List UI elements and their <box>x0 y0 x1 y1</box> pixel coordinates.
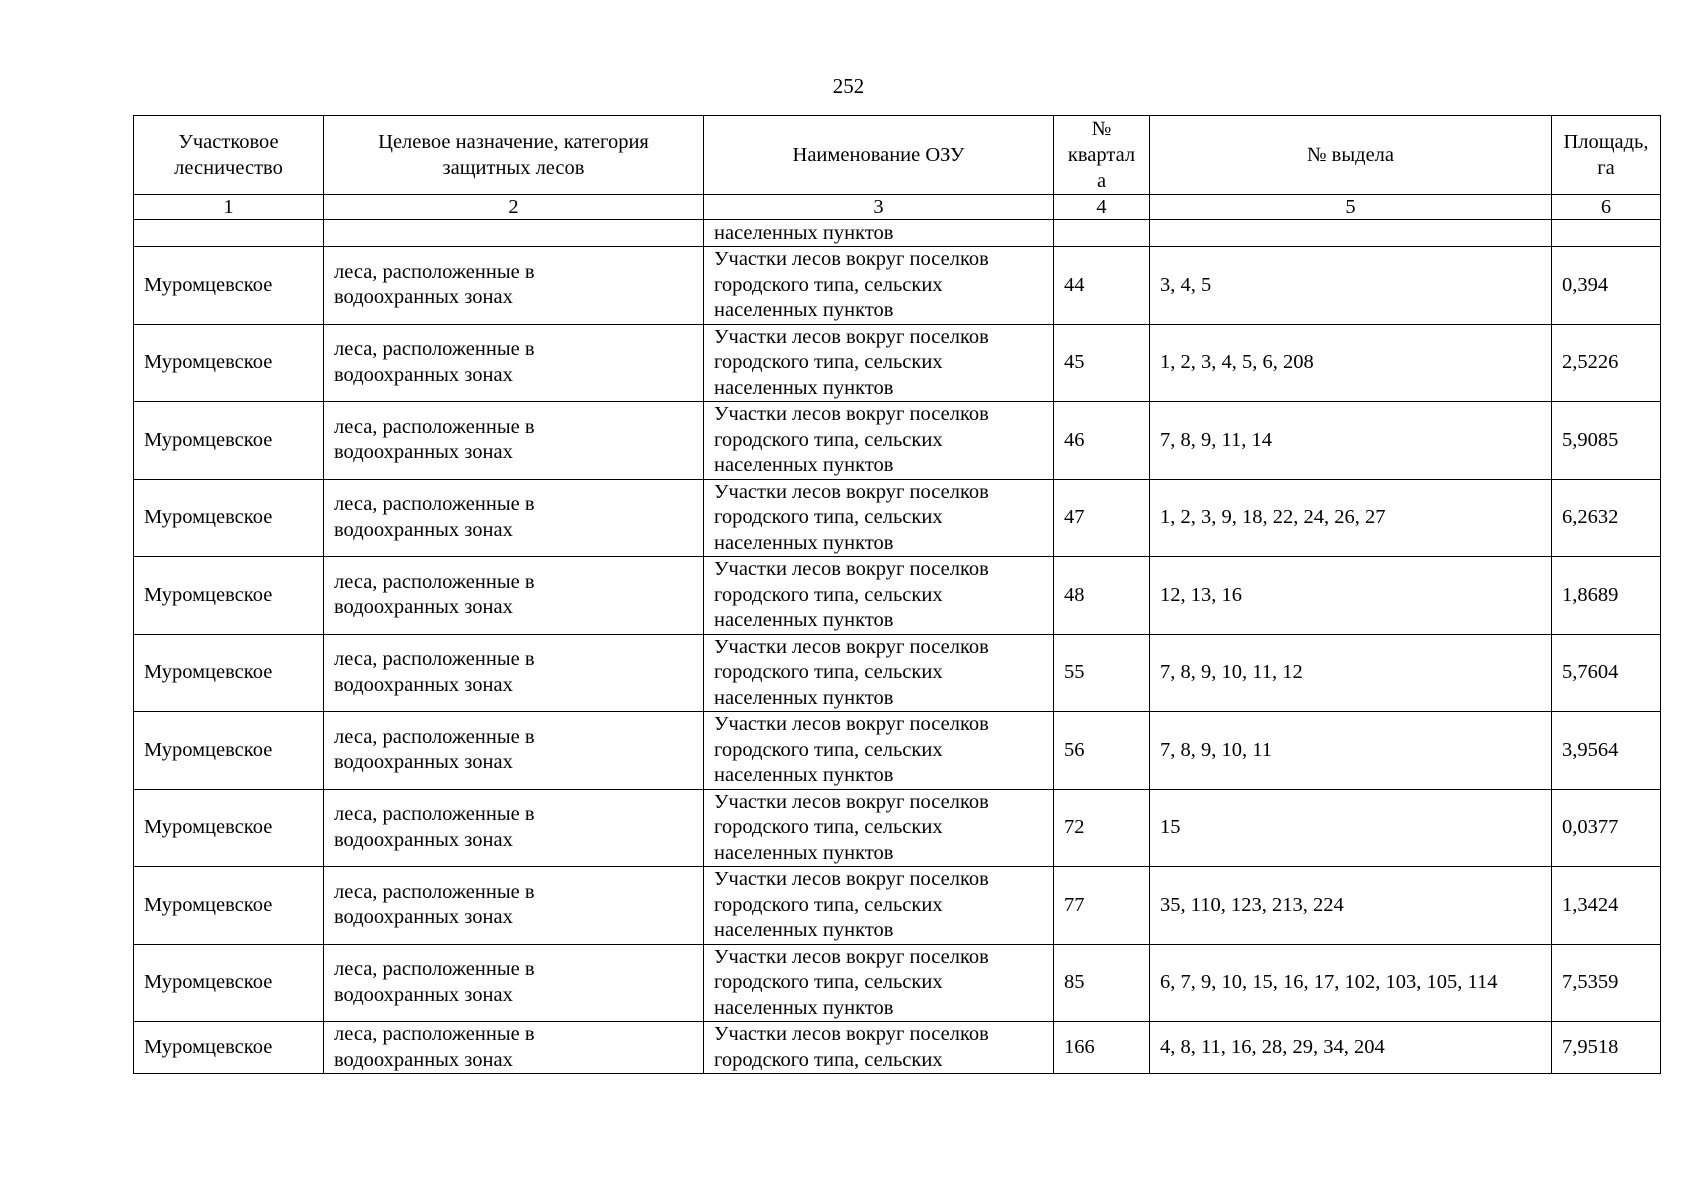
ozu-name-cell: Участки лесов вокруг поселков городского типа, сельских населенных пунктов <box>704 247 1054 325</box>
plots-cell: 4, 8, 11, 16, 28, 29, 34, 204 <box>1150 1022 1552 1074</box>
table-row <box>134 944 1661 1022</box>
forestry-cell: Муромцевское <box>134 789 324 867</box>
area-cell: 6,2632 <box>1552 479 1661 557</box>
ozu-name-cell: Участки лесов вокруг поселков городского типа, сельских населенных пунктов <box>704 324 1054 402</box>
table-row <box>134 324 1661 402</box>
plots-cell: 1, 2, 3, 4, 5, 6, 208 <box>1150 324 1552 402</box>
ozu-name-cell: Участки лесов вокруг поселков городского типа, сельских населенных пунктов <box>704 944 1054 1022</box>
quarter-cell: 46 <box>1054 402 1150 480</box>
area-cell: 7,5359 <box>1552 944 1661 1022</box>
forestry-cell: Муромцевское <box>134 712 324 790</box>
quarter-cell: 55 <box>1054 634 1150 712</box>
table-row <box>134 634 1661 712</box>
table-row <box>134 867 1661 945</box>
area-cell: 3,9564 <box>1552 712 1661 790</box>
area-cell: 0,394 <box>1552 247 1661 325</box>
table-row <box>134 1022 1661 1074</box>
area-cell: 5,7604 <box>1552 634 1661 712</box>
purpose-cell: леса, расположенные в водоохранных зонах <box>324 634 704 712</box>
forestry-cell: Муромцевское <box>134 557 324 635</box>
quarter-cell: 44 <box>1054 247 1150 325</box>
plots-cell: 12, 13, 16 <box>1150 557 1552 635</box>
plots-cell: 7, 8, 9, 11, 14 <box>1150 402 1552 480</box>
header-quarter: № квартал а <box>1054 116 1150 195</box>
header-ozu-name: Наименование ОЗУ <box>704 116 1054 195</box>
purpose-cell: леса, расположенные в водоохранных зонах <box>324 557 704 635</box>
purpose-cell: леса, расположенные в водоохранных зонах <box>324 712 704 790</box>
forestry-cell: Муромцевское <box>134 479 324 557</box>
forestry-cell: Муромцевское <box>134 867 324 945</box>
table-row <box>134 712 1661 790</box>
quarter-cell: 56 <box>1054 712 1150 790</box>
column-number: 2 <box>324 195 704 220</box>
table-row <box>134 402 1661 480</box>
ozu-name-cell: Участки лесов вокруг поселков городского типа, сельских населенных пунктов <box>704 479 1054 557</box>
table-row <box>134 557 1661 635</box>
header-forestry: Участковое лесничество <box>134 116 324 195</box>
purpose-cell: леса, расположенные в водоохранных зонах <box>324 1022 704 1074</box>
header-row <box>134 116 1661 195</box>
column-number-row <box>134 195 1661 220</box>
header-area: Площадь, га <box>1552 116 1661 195</box>
table-row <box>134 247 1661 325</box>
quarter-cell: 85 <box>1054 944 1150 1022</box>
purpose-cell: леса, расположенные в водоохранных зонах <box>324 944 704 1022</box>
column-number: 1 <box>134 195 324 220</box>
purpose-cell: леса, расположенные в водоохранных зонах <box>324 479 704 557</box>
quarter-cell: 47 <box>1054 479 1150 557</box>
purpose-cell: леса, расположенные в водоохранных зонах <box>324 402 704 480</box>
column-number: 6 <box>1552 195 1661 220</box>
column-number: 5 <box>1150 195 1552 220</box>
forestry-cell: Муромцевское <box>134 247 324 325</box>
column-number: 4 <box>1054 195 1150 220</box>
forestry-cell: Муромцевское <box>134 944 324 1022</box>
area-cell: 2,5226 <box>1552 324 1661 402</box>
ozu-name-cell: Участки лесов вокруг поселков городского типа, сельских населенных пунктов <box>704 712 1054 790</box>
ozu-name-cell: Участки лесов вокруг поселков городского типа, сельских <box>704 1022 1054 1074</box>
plots-cell: 15 <box>1150 789 1552 867</box>
quarter-cell: 45 <box>1054 324 1150 402</box>
continuation-row <box>134 220 1661 247</box>
area-cell: 5,9085 <box>1552 402 1661 480</box>
continuation-text: населенных пунктов <box>704 220 1054 247</box>
plots-cell: 6, 7, 9, 10, 15, 16, 17, 102, 103, 105, 114 <box>1150 944 1552 1022</box>
page-number: 252 <box>832 74 865 98</box>
purpose-cell: леса, расположенные в водоохранных зонах <box>324 324 704 402</box>
area-cell: 7,9518 <box>1552 1022 1661 1074</box>
quarter-cell: 166 <box>1054 1022 1150 1074</box>
plots-cell: 7, 8, 9, 10, 11, 12 <box>1150 634 1552 712</box>
plots-cell: 35, 110, 123, 213, 224 <box>1150 867 1552 945</box>
forest-registry-table <box>133 115 1661 1074</box>
purpose-cell: леса, расположенные в водоохранных зонах <box>324 867 704 945</box>
table-row <box>134 479 1661 557</box>
plots-cell: 3, 4, 5 <box>1150 247 1552 325</box>
purpose-cell: леса, расположенные в водоохранных зонах <box>324 789 704 867</box>
ozu-name-cell: Участки лесов вокруг поселков городского типа, сельских населенных пунктов <box>704 557 1054 635</box>
plots-cell: 1, 2, 3, 9, 18, 22, 24, 26, 27 <box>1150 479 1552 557</box>
forestry-cell: Муромцевское <box>134 634 324 712</box>
area-cell: 0,0377 <box>1552 789 1661 867</box>
header-purpose: Целевое назначение, категория защитных лесов <box>324 116 704 195</box>
forestry-cell: Муромцевское <box>134 402 324 480</box>
quarter-cell: 48 <box>1054 557 1150 635</box>
area-cell: 1,3424 <box>1552 867 1661 945</box>
ozu-name-cell: Участки лесов вокруг поселков городского типа, сельских населенных пунктов <box>704 867 1054 945</box>
header-plots: № выдела <box>1150 116 1552 195</box>
quarter-cell: 77 <box>1054 867 1150 945</box>
purpose-cell: леса, расположенные в водоохранных зонах <box>324 247 704 325</box>
ozu-name-cell: Участки лесов вокруг поселков городского типа, сельских населенных пунктов <box>704 402 1054 480</box>
quarter-cell: 72 <box>1054 789 1150 867</box>
table-row <box>134 789 1661 867</box>
forestry-cell: Муромцевское <box>134 324 324 402</box>
plots-cell: 7, 8, 9, 10, 11 <box>1150 712 1552 790</box>
ozu-name-cell: Участки лесов вокруг поселков городского типа, сельских населенных пунктов <box>704 634 1054 712</box>
area-cell: 1,8689 <box>1552 557 1661 635</box>
forestry-cell: Муромцевское <box>134 1022 324 1074</box>
column-number: 3 <box>704 195 1054 220</box>
ozu-name-cell: Участки лесов вокруг поселков городского типа, сельских населенных пунктов <box>704 789 1054 867</box>
